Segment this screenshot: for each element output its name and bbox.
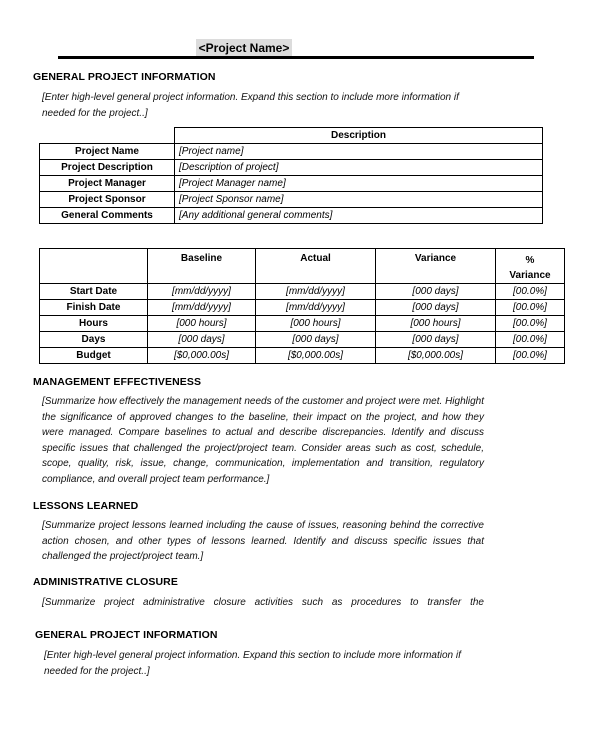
baseline-cell: [000 hours] [148, 316, 256, 332]
row-label: Finish Date [40, 300, 148, 316]
actual-header: Actual [256, 249, 376, 284]
actual-cell: [mm/dd/yyyy] [256, 300, 376, 316]
percent-label: % [525, 255, 535, 266]
metrics-table [39, 248, 565, 364]
variance-cell: [000 days] [376, 284, 496, 300]
table-row [40, 332, 565, 348]
section-heading-management-effectiveness: MANAGEMENT EFFECTIVENESS [33, 376, 202, 388]
row-value: [Project Sponsor name] [175, 192, 543, 208]
row-value: [Project Manager name] [175, 176, 543, 192]
section-text-general-info: [Enter high-level general project information. Expand this section to include more information if needed for the project..] [42, 92, 459, 119]
title-underline [58, 56, 534, 59]
description-header: Description [175, 128, 543, 144]
table-row [40, 348, 565, 364]
row-label: Hours [40, 316, 148, 332]
variance-label: Variance [509, 270, 551, 281]
section-text-lessons-learned: [Summarize project lessons learned including the cause of issues, reasoning behind the corrective action chosen, and other types of lessons learned. Identify and discuss specific issues that challenged the project/project team.] [42, 520, 484, 562]
variance-header: Variance [376, 249, 496, 284]
empty-header-cell [40, 128, 175, 144]
section-text-general-info-repeat: [Enter high-level general project information. Expand this section to include more information if needed for the project..] [44, 650, 461, 677]
row-label: Start Date [40, 284, 148, 300]
row-label: General Comments [40, 208, 175, 224]
row-label: Project Description [40, 160, 175, 176]
actual-cell: [000 hours] [256, 316, 376, 332]
baseline-cell: [mm/dd/yyyy] [148, 300, 256, 316]
row-label: Budget [40, 348, 148, 364]
baseline-cell: [000 days] [148, 332, 256, 348]
table-header-row [40, 128, 543, 144]
section-heading-general-info-repeat: GENERAL PROJECT INFORMATION [35, 629, 218, 641]
row-label: Project Name [40, 144, 175, 160]
actual-cell: [mm/dd/yyyy] [256, 284, 376, 300]
variance-cell: [000 hours] [376, 316, 496, 332]
percent-variance-cell: [00.0%] [496, 316, 565, 332]
variance-cell: [000 days] [376, 300, 496, 316]
section-text-management-effectiveness: [Summarize how effectively the management needs of the customer and project were met. Highlight the significance of approved changes to the baseline, their impact on the project, and how they were managed. Compare baselines to actual and describe discrepancies. Identify and discuss specific issues that challenged the project/project team. Consider areas such as cost, schedule, scope, quality, risk, issue, change, communication, implementation and transition, regulatory compliance, and overall project team performance.] [42, 396, 484, 485]
table-row [40, 284, 565, 300]
table-row [40, 192, 543, 208]
baseline-cell: [mm/dd/yyyy] [148, 284, 256, 300]
section-text-administrative-closure: [Summarize project administrative closure activities such as procedures to transfer the [42, 597, 484, 608]
actual-cell: [$0,000.00s] [256, 348, 376, 364]
section-heading-general-info: GENERAL PROJECT INFORMATION [33, 71, 216, 83]
percent-variance-cell: [00.0%] [496, 284, 565, 300]
percent-variance-cell: [00.0%] [496, 300, 565, 316]
percent-variance-cell: [00.0%] [496, 348, 565, 364]
row-label: Project Sponsor [40, 192, 175, 208]
table-row [40, 160, 543, 176]
project-name-title: <Project Name> [196, 39, 292, 57]
empty-header-cell [40, 249, 148, 284]
table-row [40, 300, 565, 316]
row-label: Days [40, 332, 148, 348]
section-heading-administrative-closure: ADMINISTRATIVE CLOSURE [33, 576, 178, 588]
table-row [40, 144, 543, 160]
section-heading-lessons-learned: LESSONS LEARNED [33, 500, 139, 512]
percent-variance-cell: [00.0%] [496, 332, 565, 348]
table-header-row [40, 249, 565, 284]
baseline-cell: [$0,000.00s] [148, 348, 256, 364]
variance-cell: [$0,000.00s] [376, 348, 496, 364]
row-value: [Any additional general comments] [175, 208, 543, 224]
baseline-header: Baseline [148, 249, 256, 284]
table-row [40, 176, 543, 192]
table-row [40, 208, 543, 224]
variance-cell: [000 days] [376, 332, 496, 348]
row-label: Project Manager [40, 176, 175, 192]
row-value: [Description of project] [175, 160, 543, 176]
actual-cell: [000 days] [256, 332, 376, 348]
table-row [40, 316, 565, 332]
project-info-table [39, 127, 543, 224]
row-value: [Project name] [175, 144, 543, 160]
percent-variance-header [496, 249, 565, 284]
